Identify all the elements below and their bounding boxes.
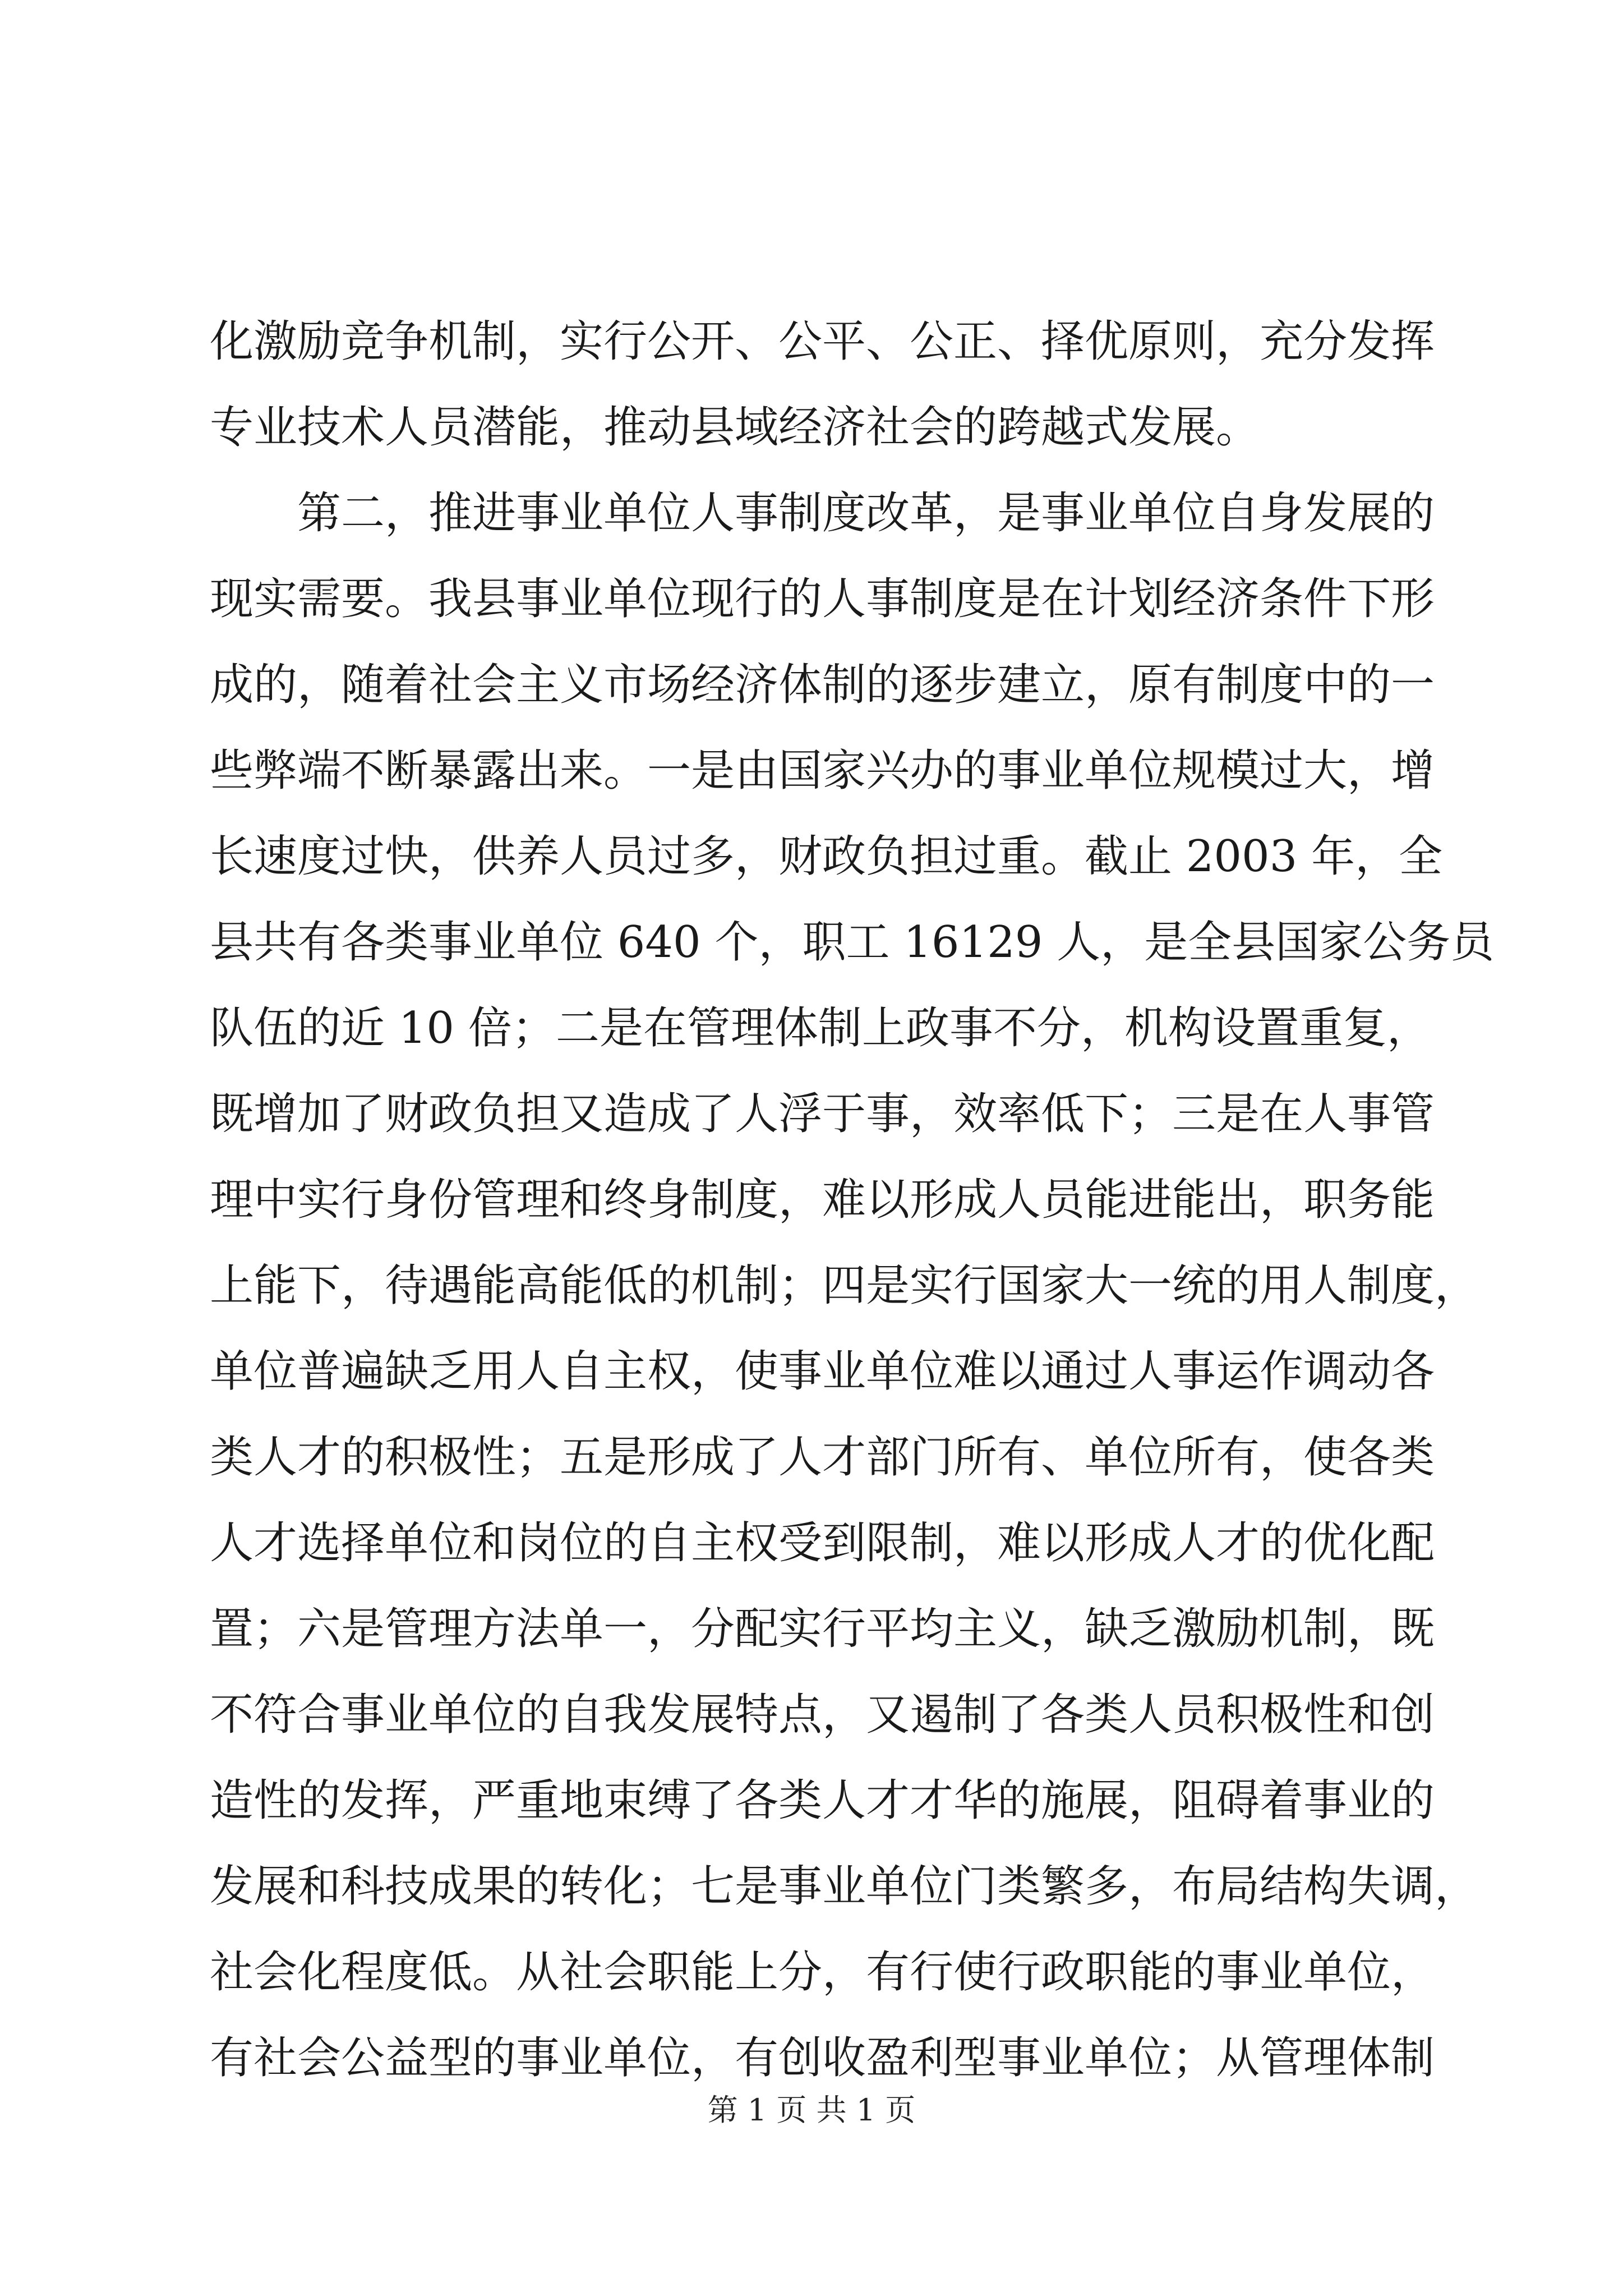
text-line: 队伍的近 10 倍；二是在管理体制上政事不分，机构设置重复， [210, 1003, 1431, 1053]
text-line: 上能下，待遇能高能低的机制；四是实行国家大一统的用人制度， [210, 1260, 1479, 1311]
page-footer [0, 2088, 1623, 2133]
document-body [210, 299, 1495, 2101]
text-line: 既增加了财政负担又造成了人浮于事，效率低下；三是在人事管 [210, 1089, 1435, 1139]
text-line: 些弊端不断暴露出来。一是由国家兴办的事业单位规模过大，增 [210, 746, 1435, 796]
text-line: 单位普遍缺乏用人自主权，使事业单位难以通过人事运作调动各 [210, 1346, 1435, 1397]
text-line: 理中实行身份管理和终身制度，难以形成人员能进能出，职务能 [210, 1175, 1435, 1225]
text-line: 不符合事业单位的自我发展特点，又遏制了各类人员积极性和创 [210, 1690, 1435, 1740]
text-line: 化激励竞争机制，实行公开、公平、公正、择优原则，充分发挥 [210, 316, 1435, 367]
paragraph-first-line: 第二，推进事业单位人事制度改革，是事业单位自身发展的 [297, 488, 1435, 539]
text-line: 成的，随着社会主义市场经济体制的逐步建立，原有制度中的一 [210, 660, 1435, 710]
text-line: 县共有各类事业单位 640 个，职工 16129 人，是全县国家公务员 [210, 917, 1495, 968]
text-line: 类人才的积极性；五是形成了人才部门所有、单位所有，使各类 [210, 1432, 1435, 1483]
text-line: 人才选择单位和岗位的自主权受到限制，难以形成人才的优化配 [210, 1518, 1435, 1568]
text-line: 造性的发挥，严重地束缚了各类人才才华的施展，阻碍着事业的 [210, 1775, 1435, 1826]
text-line: 长速度过快，供养人员过多，财政负担过重。截止 2003 年，全 [210, 831, 1443, 882]
text-line: 置；六是管理方法单一，分配实行平均主义，缺乏激励机制，既 [210, 1604, 1435, 1654]
text-line: 现实需要。我县事业单位现行的人事制度是在计划经济条件下形 [210, 574, 1435, 624]
text-line: 发展和科技成果的转化；七是事业单位门类繁多，布局结构失调， [210, 1861, 1479, 1912]
text-line: 有社会公益型的事业单位，有创收盈利型事业单位；从管理体制 [210, 2033, 1435, 2083]
page-number-label: 第 1 页 共 1 页 [707, 2092, 916, 2128]
text-line: 专业技术人员潜能，推动县域经济社会的跨越式发展。 [210, 402, 1260, 453]
text-line: 社会化程度低。从社会职能上分，有行使行政职能的事业单位， [210, 1947, 1435, 1998]
